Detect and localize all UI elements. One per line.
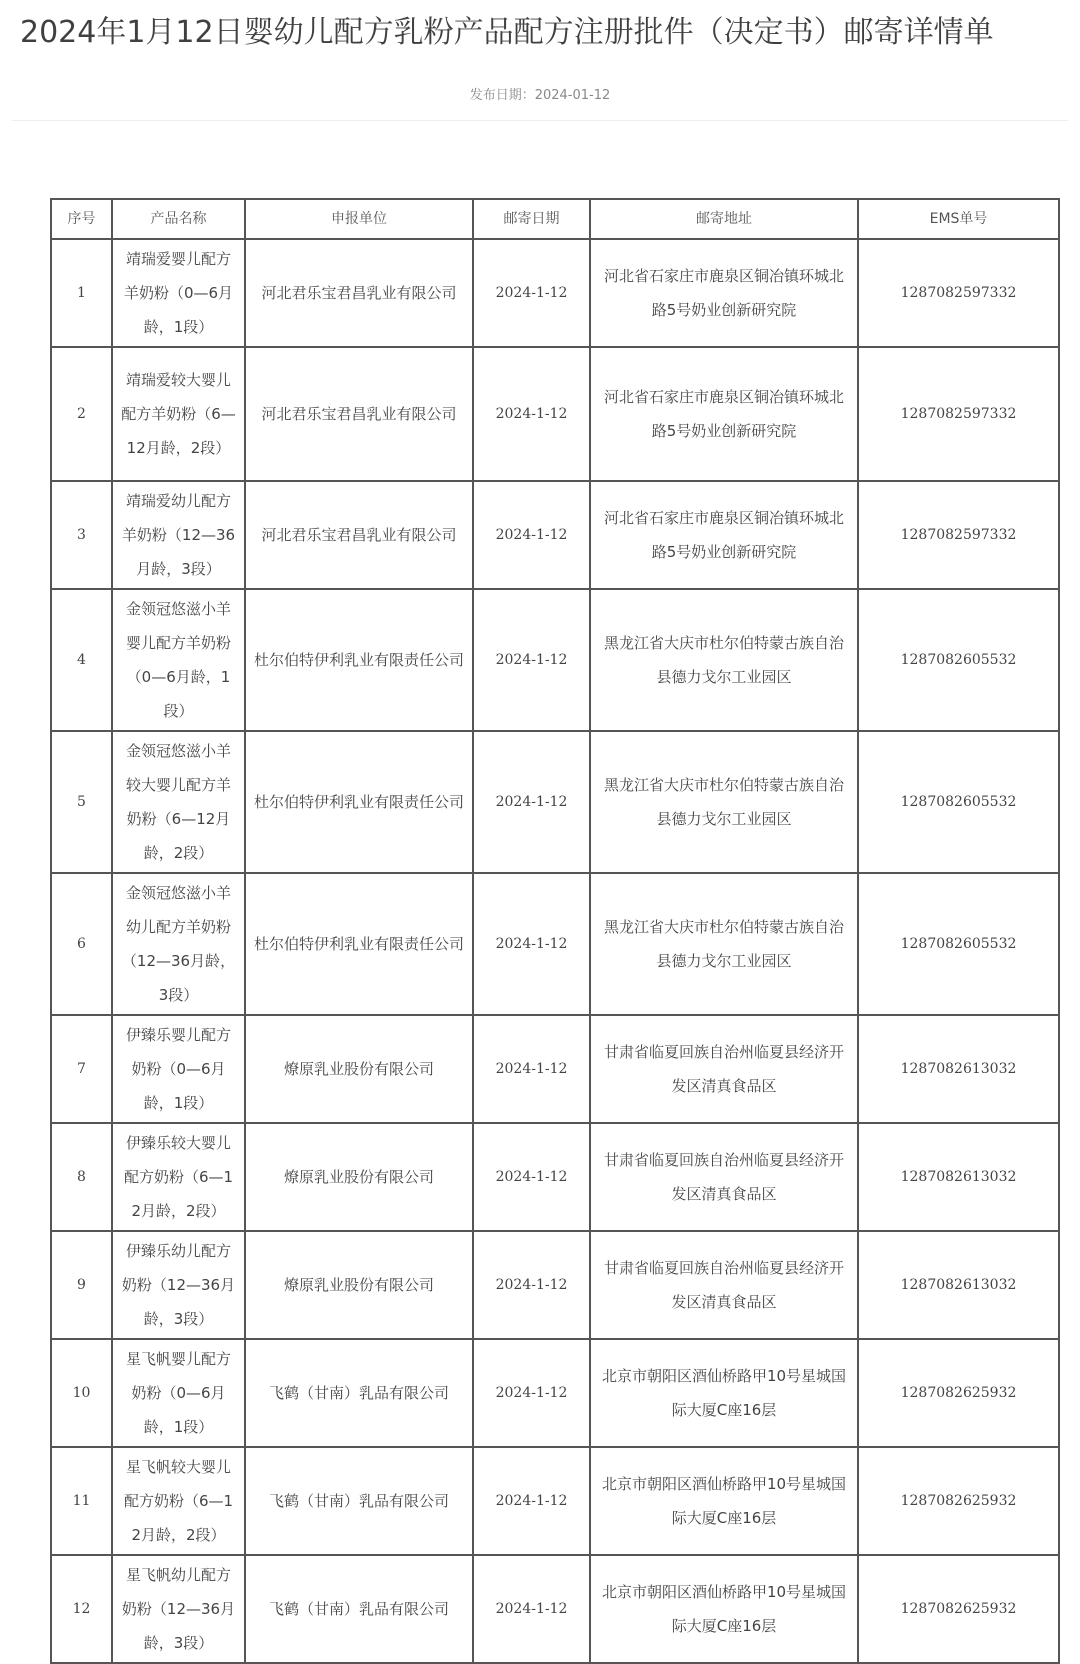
table-row (51, 1231, 1059, 1339)
cell-ems: 1287082605532 (858, 731, 1059, 873)
publish-info (0, 86, 1080, 106)
cell-applicant: 燎原乳业股份有限公司 (245, 1123, 473, 1231)
cell-product: 伊臻乐幼儿配方奶粉（12—36月龄，3段） (112, 1231, 245, 1339)
cell-seq: 12 (51, 1555, 112, 1663)
cell-address: 黑龙江省大庆市杜尔伯特蒙古族自治县德力戈尔工业园区 (590, 873, 858, 1015)
cell-address: 北京市朝阳区酒仙桥路甲10号星城国际大厦C座16层 (590, 1339, 858, 1447)
header-product: 产品名称 (112, 199, 245, 239)
cell-product: 伊臻乐较大婴儿配方奶粉（6—12月龄，2段） (112, 1123, 245, 1231)
header-date: 邮寄日期 (473, 199, 590, 239)
cell-applicant: 河北君乐宝君昌乳业有限公司 (245, 239, 473, 347)
cell-address: 河北省石家庄市鹿泉区铜冶镇环城北路5号奶业创新研究院 (590, 239, 858, 347)
header-address: 邮寄地址 (590, 199, 858, 239)
cell-product: 金领冠悠滋小羊幼儿配方羊奶粉（12—36月龄，3段） (112, 873, 245, 1015)
cell-address: 甘肃省临夏回族自治州临夏县经济开发区清真食品区 (590, 1123, 858, 1231)
cell-seq: 1 (51, 239, 112, 347)
table-row (51, 589, 1059, 731)
cell-applicant: 杜尔伯特伊利乳业有限责任公司 (245, 589, 473, 731)
cell-date: 2024-1-12 (473, 1447, 590, 1555)
publish-date: 2024-01-12 (534, 88, 611, 103)
table-header-row (51, 199, 1059, 239)
cell-product: 星飞帆婴儿配方奶粉（0—6月龄，1段） (112, 1339, 245, 1447)
publish-label: 发布日期： (469, 88, 535, 103)
cell-date: 2024-1-12 (473, 481, 590, 589)
header-divider (12, 120, 1068, 121)
cell-address: 黑龙江省大庆市杜尔伯特蒙古族自治县德力戈尔工业园区 (590, 589, 858, 731)
cell-ems: 1287082597332 (858, 347, 1059, 481)
cell-date: 2024-1-12 (473, 1015, 590, 1123)
cell-date: 2024-1-12 (473, 347, 590, 481)
cell-seq: 10 (51, 1339, 112, 1447)
cell-applicant: 飞鹤（甘南）乳品有限公司 (245, 1339, 473, 1447)
cell-ems: 1287082613032 (858, 1015, 1059, 1123)
cell-product: 靖瑞爱幼儿配方羊奶粉（12—36月龄，3段） (112, 481, 245, 589)
cell-address: 河北省石家庄市鹿泉区铜冶镇环城北路5号奶业创新研究院 (590, 347, 858, 481)
cell-product: 星飞帆幼儿配方奶粉（12—36月龄，3段） (112, 1555, 245, 1663)
cell-date: 2024-1-12 (473, 731, 590, 873)
cell-ems: 1287082613032 (858, 1231, 1059, 1339)
table-row (51, 731, 1059, 873)
cell-date: 2024-1-12 (473, 1339, 590, 1447)
cell-address: 北京市朝阳区酒仙桥路甲10号星城国际大厦C座16层 (590, 1555, 858, 1663)
cell-applicant: 河北君乐宝君昌乳业有限公司 (245, 347, 473, 481)
cell-seq: 8 (51, 1123, 112, 1231)
cell-address: 河北省石家庄市鹿泉区铜冶镇环城北路5号奶业创新研究院 (590, 481, 858, 589)
cell-applicant: 燎原乳业股份有限公司 (245, 1015, 473, 1123)
cell-product: 金领冠悠滋小羊婴儿配方羊奶粉（0—6月龄，1段） (112, 589, 245, 731)
cell-date: 2024-1-12 (473, 873, 590, 1015)
table-row (51, 1447, 1059, 1555)
cell-ems: 1287082605532 (858, 589, 1059, 731)
cell-seq: 2 (51, 347, 112, 481)
cell-seq: 3 (51, 481, 112, 589)
cell-address: 北京市朝阳区酒仙桥路甲10号星城国际大厦C座16层 (590, 1447, 858, 1555)
cell-seq: 5 (51, 731, 112, 873)
cell-date: 2024-1-12 (473, 1231, 590, 1339)
table-row (51, 1123, 1059, 1231)
mailing-table (50, 198, 1060, 1664)
cell-ems: 1287082597332 (858, 481, 1059, 589)
cell-seq: 9 (51, 1231, 112, 1339)
cell-ems: 1287082605532 (858, 873, 1059, 1015)
header-seq: 序号 (51, 199, 112, 239)
cell-product: 星飞帆较大婴儿配方奶粉（6—12月龄，2段） (112, 1447, 245, 1555)
cell-product: 伊臻乐婴儿配方奶粉（0—6月龄，1段） (112, 1015, 245, 1123)
table-row (51, 1339, 1059, 1447)
cell-address: 甘肃省临夏回族自治州临夏县经济开发区清真食品区 (590, 1015, 858, 1123)
cell-ems: 1287082625932 (858, 1447, 1059, 1555)
cell-date: 2024-1-12 (473, 239, 590, 347)
cell-product: 靖瑞爱较大婴儿配方羊奶粉（6—12月龄，2段） (112, 347, 245, 481)
cell-product: 靖瑞爱婴儿配方羊奶粉（0—6月龄，1段） (112, 239, 245, 347)
table-row (51, 239, 1059, 347)
cell-address: 黑龙江省大庆市杜尔伯特蒙古族自治县德力戈尔工业园区 (590, 731, 858, 873)
cell-address: 甘肃省临夏回族自治州临夏县经济开发区清真食品区 (590, 1231, 858, 1339)
cell-applicant: 河北君乐宝君昌乳业有限公司 (245, 481, 473, 589)
cell-ems: 1287082625932 (858, 1555, 1059, 1663)
table-row (51, 347, 1059, 481)
cell-ems: 1287082613032 (858, 1123, 1059, 1231)
cell-ems: 1287082625932 (858, 1339, 1059, 1447)
header-applicant: 申报单位 (245, 199, 473, 239)
cell-seq: 7 (51, 1015, 112, 1123)
cell-product: 金领冠悠滋小羊较大婴儿配方羊奶粉（6—12月龄，2段） (112, 731, 245, 873)
table-row (51, 481, 1059, 589)
cell-applicant: 杜尔伯特伊利乳业有限责任公司 (245, 873, 473, 1015)
cell-seq: 4 (51, 589, 112, 731)
cell-ems: 1287082597332 (858, 239, 1059, 347)
cell-seq: 6 (51, 873, 112, 1015)
cell-date: 2024-1-12 (473, 1555, 590, 1663)
cell-date: 2024-1-12 (473, 589, 590, 731)
table-row (51, 873, 1059, 1015)
cell-applicant: 飞鹤（甘南）乳品有限公司 (245, 1447, 473, 1555)
table-row (51, 1555, 1059, 1663)
cell-seq: 11 (51, 1447, 112, 1555)
cell-applicant: 杜尔伯特伊利乳业有限责任公司 (245, 731, 473, 873)
table-row (51, 1015, 1059, 1123)
cell-applicant: 飞鹤（甘南）乳品有限公司 (245, 1555, 473, 1663)
cell-applicant: 燎原乳业股份有限公司 (245, 1231, 473, 1339)
header-ems: EMS单号 (858, 199, 1059, 239)
page-title: 2024年1月12日婴幼儿配方乳粉产品配方注册批件（决定书）邮寄详情单 (20, 15, 994, 50)
cell-date: 2024-1-12 (473, 1123, 590, 1231)
